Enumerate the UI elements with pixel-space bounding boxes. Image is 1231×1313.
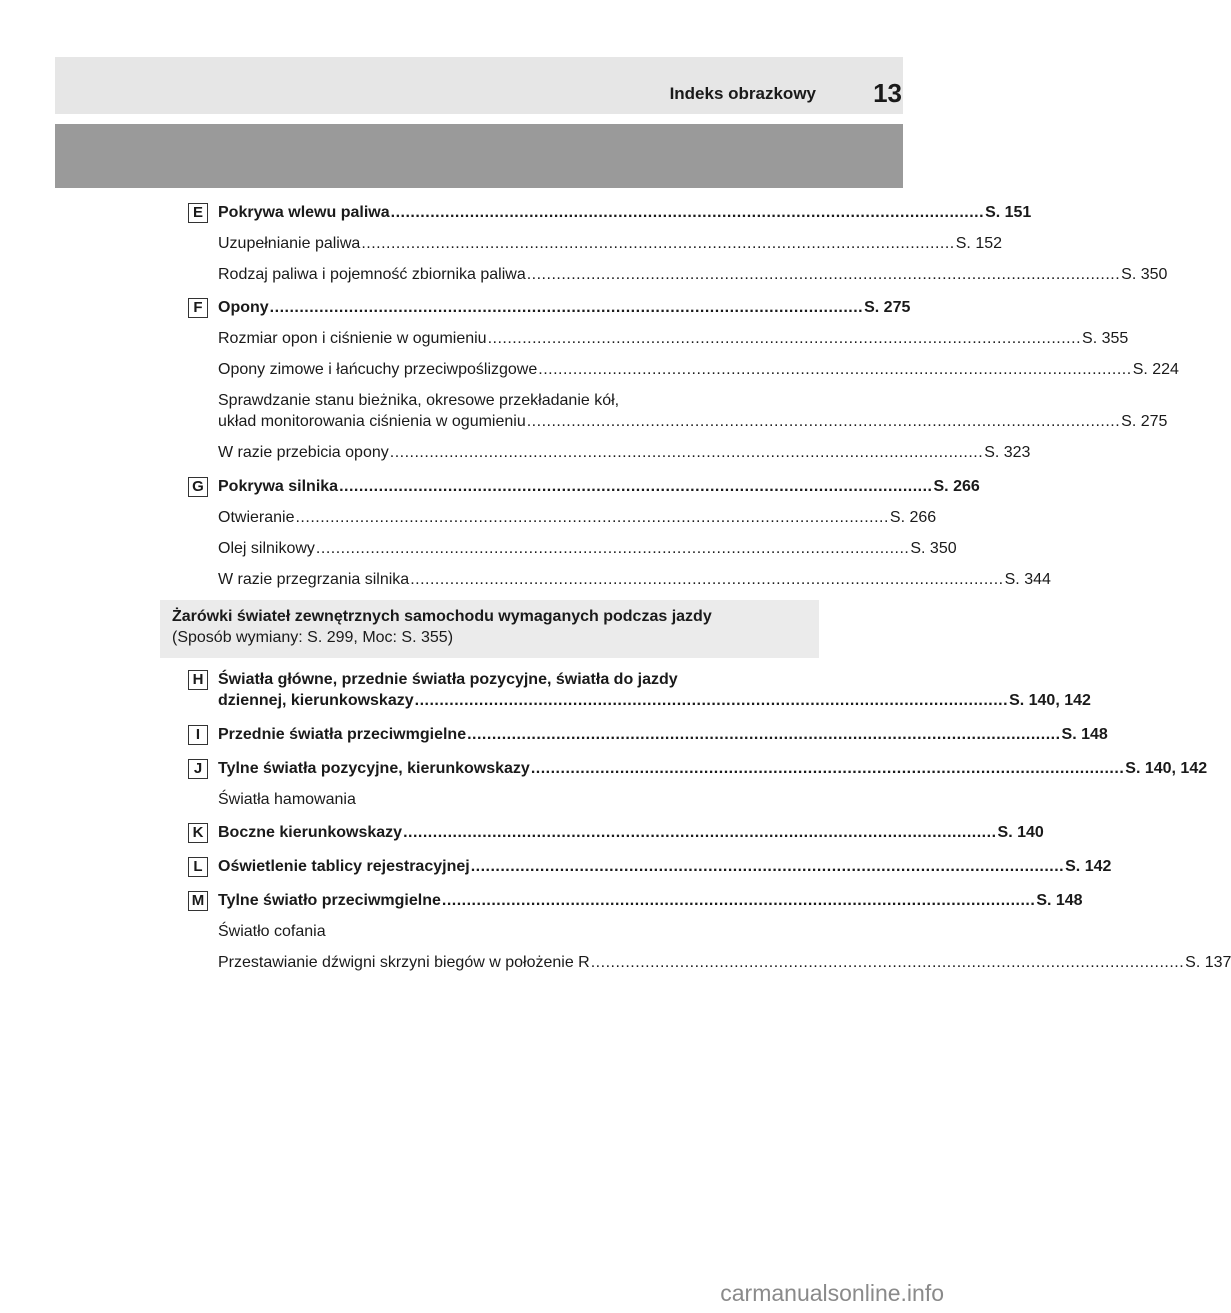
entry-page-ref: S. 148 [1061, 726, 1108, 743]
label-letter-f: F [188, 298, 208, 318]
entry-label: Pokrywa wlewu paliwa [218, 204, 390, 221]
index-entry-fuel-door[interactable]: Pokrywa wlewu paliwa ........................................................................................................................ S. 151 [218, 204, 1032, 221]
index-entry-front-fog-lights[interactable]: Przednie światła przeciwmgielne ........................................................................................................................ S. 148 [218, 726, 1108, 743]
label-letter-m: M [188, 891, 208, 911]
entry-label: dziennej, kierunkowskazy [218, 692, 414, 709]
index-entry-tire-check[interactable]: układ monitorowania ciśnienia w ogumieniu ........................................................................................................................ S. 275 [218, 413, 1168, 430]
label-letter-i: I [188, 725, 208, 745]
entry-label: Rozmiar opon i ciśnienie w ogumieniu [218, 330, 487, 347]
entry-page-ref: S. 137 [1185, 954, 1231, 971]
label-letter-e: E [188, 203, 208, 223]
section-title: Indeks obrazkowy [669, 84, 816, 103]
index-entry-overheating[interactable]: W razie przegrzania silnika ........................................................................................................................ S. 344 [218, 571, 1051, 588]
entry-page-ref: S. 355 [1082, 330, 1129, 347]
entry-page-ref: S. 151 [985, 204, 1032, 221]
entry-page-ref: S. 224 [1132, 361, 1179, 378]
entry-label: W razie przebicia opony [218, 444, 389, 461]
bulbs-note-title: Żarówki świateł zewnętrznych samochodu wymaganych podczas jazdy [172, 608, 712, 625]
index-entry-flat-tire[interactable]: W razie przebicia opony ........................................................................................................................ S. 323 [218, 444, 1031, 461]
index-entry-tires[interactable]: Opony ........................................................................................................................ S. 275 [218, 299, 911, 316]
index-entry-fuel-type[interactable]: Rodzaj paliwa i pojemność zbiornika paliwa ........................................................................................................................ S. 350 [218, 266, 1168, 283]
entry-page-ref: S. 266 [889, 509, 937, 526]
entry-label: Przestawianie dźwigni skrzyni biegów w położenie R [218, 954, 590, 971]
entry-page-ref: S. 142 [1065, 858, 1112, 875]
index-entry-reverse-gear[interactable]: Przestawianie dźwigni skrzyni biegów w położenie R ........................................................................................................................ S. 137 [218, 954, 1231, 971]
label-letter-k: K [188, 823, 208, 843]
bulbs-note-subtitle: (Sposób wymiany: S. 299, Moc: S. 355) [172, 629, 454, 646]
entry-page-ref: S. 140, 142 [1125, 760, 1208, 777]
page-number: 13 [873, 78, 902, 108]
entry-extra-line: Światła hamowania [218, 791, 356, 808]
entry-page-ref: S. 152 [955, 235, 1003, 252]
illustration-bar [55, 124, 903, 188]
index-entry-engine-oil[interactable]: Olej silnikowy ........................................................................................................................ S. 350 [218, 540, 957, 557]
entry-label: Opony [218, 299, 269, 316]
index-entry-side-turn-signals[interactable]: Boczne kierunkowskazy ........................................................................................................................ S. 140 [218, 824, 1044, 841]
entry-label: Przednie światła przeciwmgielne [218, 726, 467, 743]
index-entry-winter-tires[interactable]: Opony zimowe i łańcuchy przeciwpoślizgowe ........................................................................................................................ S. 224 [218, 361, 1179, 378]
entry-label: Tylne światła pozycyjne, kierunkowskazy [218, 760, 530, 777]
entry-label: Tylne światło przeciwmgielne [218, 892, 441, 909]
index-entry-rear-lights[interactable]: Tylne światła pozycyjne, kierunkowskazy ........................................................................................................................ S. 140, 142 [218, 760, 1208, 777]
entry-page-ref: S. 275 [1121, 413, 1168, 430]
label-letter-h: H [188, 670, 208, 690]
index-entry-rear-fog-light[interactable]: Tylne światło przeciwmgielne ........................................................................................................................ S. 148 [218, 892, 1083, 909]
entry-page-ref: S. 350 [1121, 266, 1168, 283]
index-entry-refueling[interactable]: Uzupełnianie paliwa ........................................................................................................................ S. 152 [218, 235, 1003, 252]
entry-page-ref: S. 266 [933, 478, 980, 495]
watermark: carmanualsonline.info [720, 1280, 944, 1306]
entry-page-ref: S. 148 [1036, 892, 1083, 909]
entry-label: Uzupełnianie paliwa [218, 235, 361, 252]
index-entry-tire-size[interactable]: Rozmiar opon i ciśnienie w ogumieniu ........................................................................................................................ S. 355 [218, 330, 1129, 347]
entry-label: Rodzaj paliwa i pojemność zbiornika paliwa [218, 266, 526, 283]
entry-label: Otwieranie [218, 509, 295, 526]
entry-page-ref: S. 323 [984, 444, 1031, 461]
label-letter-g: G [188, 477, 208, 497]
entry-page-ref: S. 275 [864, 299, 911, 316]
entry-first-line: Sprawdzanie stanu bieżnika, okresowe przekładanie kół, [218, 392, 620, 409]
index-entry-hood[interactable]: Pokrywa silnika ........................................................................................................................ S. 266 [218, 478, 980, 495]
entry-label: Boczne kierunkowskazy [218, 824, 403, 841]
label-letter-j: J [188, 759, 208, 779]
entry-label: W razie przegrzania silnika [218, 571, 410, 588]
entry-page-ref: S. 344 [1004, 571, 1051, 588]
entry-label: Opony zimowe i łańcuchy przeciwpoślizgowe [218, 361, 538, 378]
index-entry-license-plate-lights[interactable]: Oświetlenie tablicy rejestracyjnej ........................................................................................................................ S. 142 [218, 858, 1112, 875]
label-letter-l: L [188, 857, 208, 877]
entry-page-ref: S. 350 [910, 540, 957, 557]
entry-extra-line: Światło cofania [218, 923, 326, 940]
entry-label: układ monitorowania ciśnienia w ogumieniu [218, 413, 526, 430]
entry-label: Olej silnikowy [218, 540, 315, 557]
entry-label: Oświetlenie tablicy rejestracyjnej [218, 858, 470, 875]
entry-page-ref: S. 140 [997, 824, 1044, 841]
entry-first-line: Światła główne, przednie światła pozycyjne, światła do jazdy [218, 671, 678, 688]
index-entry-headlights[interactable]: dziennej, kierunkowskazy ........................................................................................................................ S. 140, 142 [218, 692, 1091, 709]
entry-page-ref: S. 140, 142 [1009, 692, 1091, 709]
entry-label: Pokrywa silnika [218, 478, 339, 495]
index-entry-opening[interactable]: Otwieranie ........................................................................................................................ S. 266 [218, 509, 937, 526]
